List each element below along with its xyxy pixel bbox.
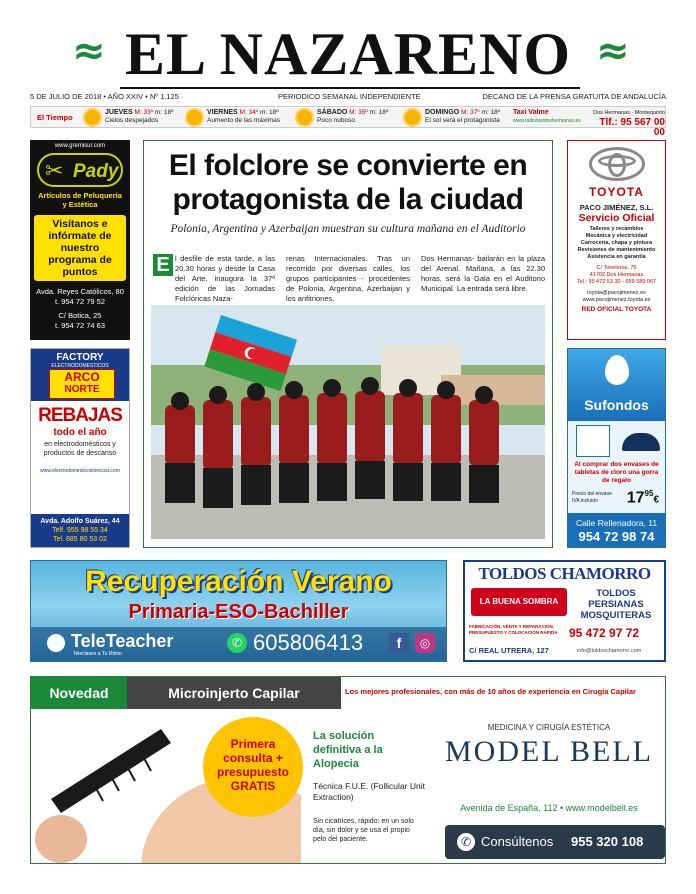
ad-toyota[interactable] xyxy=(567,140,666,340)
price-currency: € xyxy=(653,494,659,506)
arco-line1: todo el año xyxy=(53,427,107,438)
arco-addr: Avda. Adolfo Suárez, 44 xyxy=(40,518,120,525)
modelbell-tagline: Los mejores profesionales, con más de 10 años de experiencia en Cirugía Capilar xyxy=(345,687,636,696)
toldos-email[interactable]: info@toldoschamorro.com xyxy=(577,648,642,654)
sufondos-phone: 954 72 98 74 xyxy=(578,529,655,544)
ornament-right: ≈ xyxy=(596,28,630,74)
price-label: Precio del envase xyxy=(572,491,612,497)
teleteacher-levels: Primaria-ESO-Bachiller xyxy=(128,601,349,623)
ad-model-bell[interactable] xyxy=(30,676,666,864)
weather-day xyxy=(187,109,287,127)
modelbell-phone: 955 320 108 xyxy=(571,834,644,849)
arco-brand2: ELECTRODOMESTICOS xyxy=(51,363,109,369)
story-col2: renas Internacionales. Tras un recorrido por diversas calles, los grupos participantes - procedentes de Polonia, Argentina, Azerbaijan y los anfitriones, xyxy=(286,254,410,303)
sufondos-products xyxy=(568,421,665,461)
toyota-addr: C/ Toneleros, 75 xyxy=(596,265,637,271)
arco-brand1: FACTORY xyxy=(56,352,104,363)
toyota-logo-icon xyxy=(589,147,645,181)
taxi-url[interactable]: www.radiotaxidoshermanas.es xyxy=(513,118,581,124)
weather-max: M: 37º xyxy=(461,109,480,116)
modelbell-cta: Consúltenos xyxy=(481,834,554,849)
cap-icon xyxy=(622,433,660,451)
modelbell-pre: MEDICINA Y CIRUGÍA ESTÉTICA xyxy=(487,723,611,732)
price-tax: IVA incluido xyxy=(572,498,598,504)
teleteacher-footer xyxy=(31,627,446,661)
toyota-service-item: Asistencia en garantía xyxy=(587,254,646,260)
info-bar xyxy=(30,90,666,104)
toldos-phone: 95 472 97 72 xyxy=(569,626,640,640)
masthead xyxy=(0,18,696,90)
weather-min: m: 18º xyxy=(481,109,501,116)
toldos-brand: TOLDOS CHAMORRO xyxy=(478,564,651,583)
modelbell-badge: Primera consulta + presupuesto GRATIS xyxy=(203,717,303,817)
sufondos-promo: Al comprar dos envases de tabletas de cloro una gorra de regalo xyxy=(574,461,659,484)
ad-pady-url: www.gremisur.com xyxy=(54,143,106,149)
ad-toldos-chamorro[interactable] xyxy=(463,560,666,662)
phone-icon: ✆ xyxy=(457,833,475,851)
weather-min: m: 18º xyxy=(369,109,389,116)
sufondos-addr: Calle Rellenadora, 11 xyxy=(575,518,658,528)
toyota-services-list xyxy=(568,226,665,261)
pady-addr1: Avda. Reyes Católicos, 80 xyxy=(36,287,124,296)
toyota-company: PACO JIMÉNEZ, S.L. xyxy=(579,203,654,212)
arco-headline: REBAJAS xyxy=(38,405,122,426)
weather-day-name: SÁBADO xyxy=(317,109,348,116)
modelbell-cta-box[interactable] xyxy=(445,825,665,859)
taxi-ad xyxy=(513,109,585,125)
weather-day-name: JUEVES xyxy=(105,109,133,116)
ornament-left: ≈ xyxy=(72,28,106,74)
toyota-brand: TOYOTA xyxy=(589,185,644,199)
paper-type: PERIODICO SEMANAL INDEPENDIENTE xyxy=(278,92,421,101)
story-subhead: Polonia, Argentina y Azerbaijan muestran su cultura mañana en el Auditorio xyxy=(170,223,526,235)
story-col3: Dos Hermanas- bailarán en la plaza del Arenal. Mañana, a las 22.30 horas, será la Gala en el Auditorio Municipal. La entrada será libre. xyxy=(421,254,545,293)
weather-max: M: 34º xyxy=(239,109,259,116)
weather-day xyxy=(85,109,177,127)
sufondos-brand: Sufondos xyxy=(584,397,649,413)
pady-brand: Pady xyxy=(73,161,119,182)
toldos-badge: LA BUENA SOMBRA xyxy=(471,588,567,616)
toldos-item: MOSQUITERAS xyxy=(580,610,652,621)
modelbell-tech: Técnica F.U.E. (Follicular Unit Extraction) xyxy=(313,781,425,802)
masthead-title: EL NAZARENO xyxy=(124,21,572,87)
weather-max: M: 35º xyxy=(349,109,368,116)
weather-desc: Aumento de las máximas xyxy=(207,117,280,124)
arco-tel2: Tel. 685 80 53 02 xyxy=(53,536,107,543)
arco-logo1: ARCO xyxy=(64,370,100,384)
toldos-item: TOLDOS xyxy=(596,588,636,599)
modelbell-tab1: Novedad xyxy=(31,677,127,709)
pady-sub: Artículos de Peluquería y Estética xyxy=(38,191,122,209)
arco-footer xyxy=(31,514,129,547)
weather-day-name: VIERNES xyxy=(207,109,238,116)
weather-desc: El sol será el protagonista xyxy=(425,117,500,124)
price-int: 17 xyxy=(626,489,645,507)
sufondos-price xyxy=(568,489,665,513)
price-dec: 95 xyxy=(644,489,654,498)
sufondos-header xyxy=(568,349,665,421)
modelbell-solution: La solución definitiva a la Alopecia xyxy=(313,730,383,770)
modelbell-brand: MODEL BELL xyxy=(444,735,654,768)
toyota-city: 41702 Dos Hermanas xyxy=(589,272,644,278)
weather-min: m: 18º xyxy=(154,109,174,116)
sun-icon xyxy=(187,110,202,125)
instagram-icon[interactable]: ◎ xyxy=(415,633,435,653)
pady-tel1: t. 954 72 79 52 xyxy=(54,297,106,306)
weather-min: m: 18º xyxy=(260,109,279,116)
pady-contacts xyxy=(30,287,130,331)
ad-arco-norte[interactable] xyxy=(30,348,130,548)
taxi-place: Dos Hermanas · Montequinto xyxy=(593,110,665,116)
sun-icon xyxy=(405,110,420,125)
toyota-service-item: Revisiones de mantenimiento xyxy=(577,247,656,253)
weather-label: El Tiempo xyxy=(37,113,73,122)
toyota-service: Servicio Oficial xyxy=(578,212,655,224)
weather-day xyxy=(405,109,513,127)
story-photo xyxy=(151,305,545,539)
story-col1: l desfile de esta tarde, a las 20.30 horas y desde la Casa del Arte, inaugura la 37ª edición de las Jornadas Folclóricas Naza- xyxy=(175,254,275,303)
pady-tel2: t. 954 72 74 63 xyxy=(54,321,106,330)
pady-logo xyxy=(37,153,123,187)
arco-line2: en electrodomésticos y productos de descanso xyxy=(43,441,117,457)
dropcap: E xyxy=(153,254,173,276)
pady-cta: Visítanos e infórmate de nuestro programa de puntos xyxy=(34,215,126,281)
chlorine-can-icon xyxy=(576,425,610,457)
sun-icon xyxy=(297,110,312,125)
teleteacher-brand: TeleTeacher xyxy=(71,631,174,651)
scissors-icon: ✂ xyxy=(45,159,64,184)
ad-pady[interactable] xyxy=(30,140,130,340)
toyota-service-item: Mecánica y electricidad xyxy=(585,233,648,239)
teleteacher-headline: Recuperación Verano xyxy=(85,565,392,598)
toyota-service-item: Talleres y recambios xyxy=(589,226,644,232)
facebook-icon[interactable]: f xyxy=(389,633,409,653)
issue-date: 5 DE JULIO DE 2018 • AÑO XXIV • Nº 1.125 xyxy=(30,92,179,101)
water-drop-icon xyxy=(605,355,629,385)
whatsapp-icon[interactable]: ✆ xyxy=(227,633,247,653)
modelbell-tab2: Microinjerto Capilar xyxy=(127,677,341,709)
taxi-contact xyxy=(589,108,665,138)
story-headline[interactable]: El folclore se convierte en protagonista de la ciudad xyxy=(168,149,528,216)
weather-day-name: DOMINGO xyxy=(425,109,460,116)
teleteacher-phone: 605806413 xyxy=(253,630,364,655)
pady-addr2: C/ Botica, 25 xyxy=(58,311,102,320)
arco-logo2: NORTE xyxy=(64,384,100,395)
toldos-addr: C/ REAL UTRERA, 127 xyxy=(469,646,549,655)
weather-day xyxy=(297,109,397,127)
masthead-underline xyxy=(120,87,580,89)
toyota-service-item: Carrocería, chapa y pintura xyxy=(580,240,653,246)
modelbell-addr: Avenida de España, 112 • www.modelbell.es xyxy=(460,803,638,813)
weather-desc: Poco nuboso xyxy=(317,117,355,124)
weather-desc: Cielos despejados xyxy=(105,117,159,124)
weather-bar xyxy=(30,106,666,138)
arco-header xyxy=(31,349,129,401)
weather-max: M: 33º xyxy=(134,109,154,116)
arco-url[interactable]: www.electrodomesticoslowcost.com xyxy=(40,468,120,474)
dancers-photo xyxy=(151,305,545,539)
ad-sufondos[interactable] xyxy=(567,348,666,548)
taxi-phone: Tlf.: 95 567 00 00 xyxy=(599,117,665,138)
toyota-phones: Tel.: 95 472 53 30 - 659 589 067 xyxy=(576,279,657,285)
globe-icon xyxy=(47,634,65,652)
sun-icon xyxy=(85,110,100,125)
ad-teleteacher[interactable] xyxy=(30,560,447,662)
toyota-email[interactable]: toyota@pacojimenez.es xyxy=(587,290,646,296)
modelbell-desc: Sin cicatrices, rápido: en un solo día, sin dolor y se usa el propio pelo del paciente. xyxy=(313,818,414,843)
arco-logo xyxy=(49,369,115,399)
toldos-item: PERSIANAS xyxy=(588,599,644,610)
taxi-label: Taxi Valme xyxy=(513,109,549,116)
arco-tel1: Telf. 955 98 55 34 xyxy=(52,527,108,534)
toyota-web[interactable]: www.pacojimenez.toyota.es xyxy=(582,297,651,303)
toyota-net: RED OFICIAL TOYOTA xyxy=(581,306,652,313)
paper-slogan: DECANO DE LA PRENSA GRATUITA DE ANDALUCÍA xyxy=(482,92,666,101)
teleteacher-tagline: Teleclases a Tu Ritmo xyxy=(73,651,122,657)
toldos-tag: FABRICACIÓN, VENTA Y REPARACIÓN. PRESUPUESTO Y COLOCACIÓN RÁPIDA xyxy=(469,624,558,635)
